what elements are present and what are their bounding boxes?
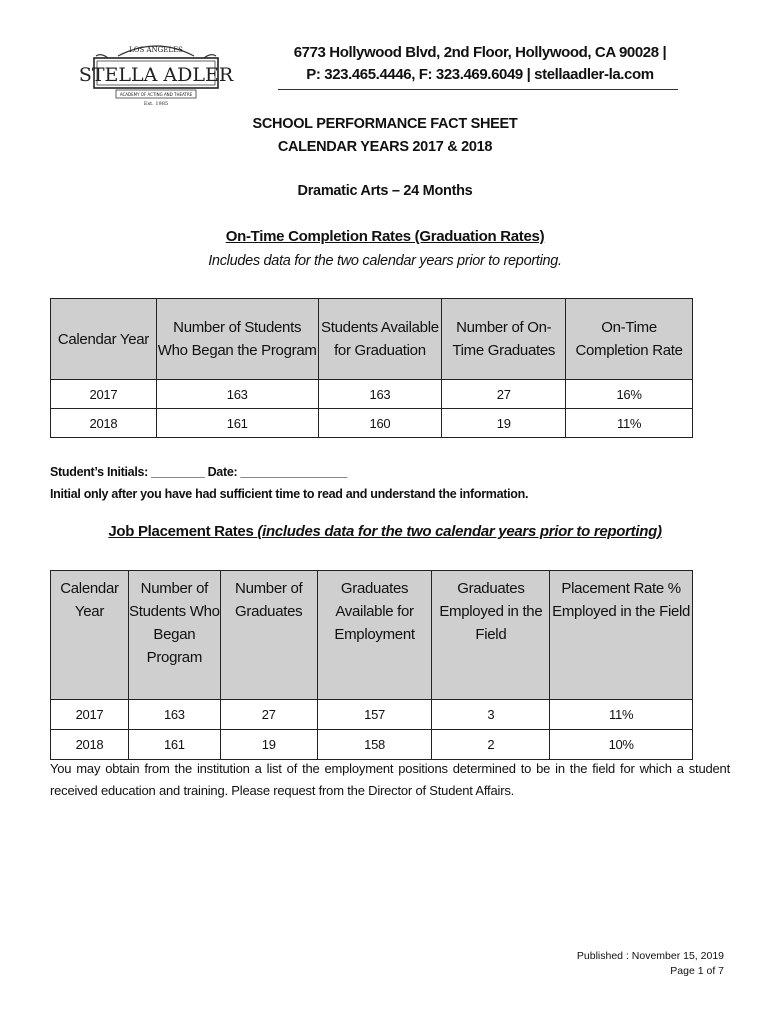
stella-adler-logo <box>78 38 234 108</box>
placement-section-title <box>0 523 770 540</box>
table-cell: 2017 <box>51 700 129 730</box>
table-cell: 157 <box>317 700 432 730</box>
header-cell: Number of Graduates <box>220 571 317 700</box>
header-cell: Number of Students Who Began Program <box>128 571 220 700</box>
table-cell: 158 <box>317 730 432 760</box>
table-row <box>51 380 693 409</box>
table-cell: 161 <box>156 409 318 438</box>
placement-title-plain: Job Placement Rates <box>108 523 258 540</box>
table-cell: 163 <box>318 380 442 409</box>
placement-note: You may obtain from the institution a list of the employment positions determined to be in the field for which a student received education and training. Please request from the Director of Student Affairs. <box>50 761 730 798</box>
table-cell: 163 <box>156 380 318 409</box>
table-cell: 160 <box>318 409 442 438</box>
table-row <box>51 700 693 730</box>
address-line-2: P: 323.465.4446, F: 323.469.6049 | stellaadler-la.com <box>306 66 654 83</box>
published-date: Published : November 15, 2019 <box>576 950 724 962</box>
page-number: Page 1 of 7 <box>670 965 724 977</box>
table-row <box>51 409 693 438</box>
logo-top-text: LOS ANGELES <box>129 46 183 54</box>
header-cell: Placement Rate % Employed in the Field <box>550 571 693 700</box>
table-cell: 10% <box>550 730 693 760</box>
logo-est: Est. 1985 <box>143 101 169 107</box>
address-divider <box>278 89 678 90</box>
table-header-row <box>51 571 693 700</box>
doc-subtitle: CALENDAR YEARS 2017 & 2018 <box>277 139 493 155</box>
header-cell: Number of Students Who Began the Program <box>156 299 318 380</box>
table-cell: 27 <box>442 380 566 409</box>
table-cell: 11% <box>550 700 693 730</box>
table-cell: 16% <box>566 380 693 409</box>
header-cell: Calendar Year <box>51 299 157 380</box>
table-cell: 2018 <box>51 409 157 438</box>
logo-subtitle: ACADEMY OF ACTING AND THEATRE <box>119 92 193 97</box>
table-cell: 19 <box>442 409 566 438</box>
header-cell: Graduates Available for Employment <box>317 571 432 700</box>
table-cell: 2 <box>432 730 550 760</box>
header-cell: Calendar Year <box>51 571 129 700</box>
table-cell: 2018 <box>51 730 129 760</box>
table-cell: 3 <box>432 700 550 730</box>
initials-line: Student’s Initials: ________ Date: ________________ <box>50 465 347 479</box>
doc-title: SCHOOL PERFORMANCE FACT SHEET <box>252 116 518 132</box>
header-cell: Students Available for Graduation <box>318 299 442 380</box>
completion-rates-table <box>50 298 693 438</box>
logo-name: STELLA ADLER <box>78 64 234 86</box>
table-cell: 163 <box>128 700 220 730</box>
school-address <box>280 42 680 86</box>
table-cell: 11% <box>566 409 693 438</box>
initials-instruction: Initial only after you have had sufficient time to read and understand the information. <box>50 487 529 501</box>
placement-title-italic: (includes data for the two calendar years prior to reporting) <box>257 523 662 540</box>
table-header-row <box>51 299 693 380</box>
completion-section-note: Includes data for the two calendar years prior to reporting. <box>208 253 562 269</box>
table-cell: 2017 <box>51 380 157 409</box>
table-row <box>51 730 693 760</box>
table-cell: 161 <box>128 730 220 760</box>
placement-rates-table <box>50 570 693 760</box>
table-cell: 19 <box>220 730 317 760</box>
table-cell: 27 <box>220 700 317 730</box>
header-cell: Graduates Employed in the Field <box>432 571 550 700</box>
completion-section-title: On-Time Completion Rates (Graduation Rates) <box>225 228 545 245</box>
footer <box>577 949 724 979</box>
address-line-1: 6773 Hollywood Blvd, 2nd Floor, Hollywood, CA 90028 | <box>293 44 667 61</box>
header-cell: On-Time Completion Rate <box>566 299 693 380</box>
header-cell: Number of On-Time Graduates <box>442 299 566 380</box>
student-initials-block <box>50 461 528 505</box>
program-name: Dramatic Arts – 24 Months <box>297 183 473 199</box>
